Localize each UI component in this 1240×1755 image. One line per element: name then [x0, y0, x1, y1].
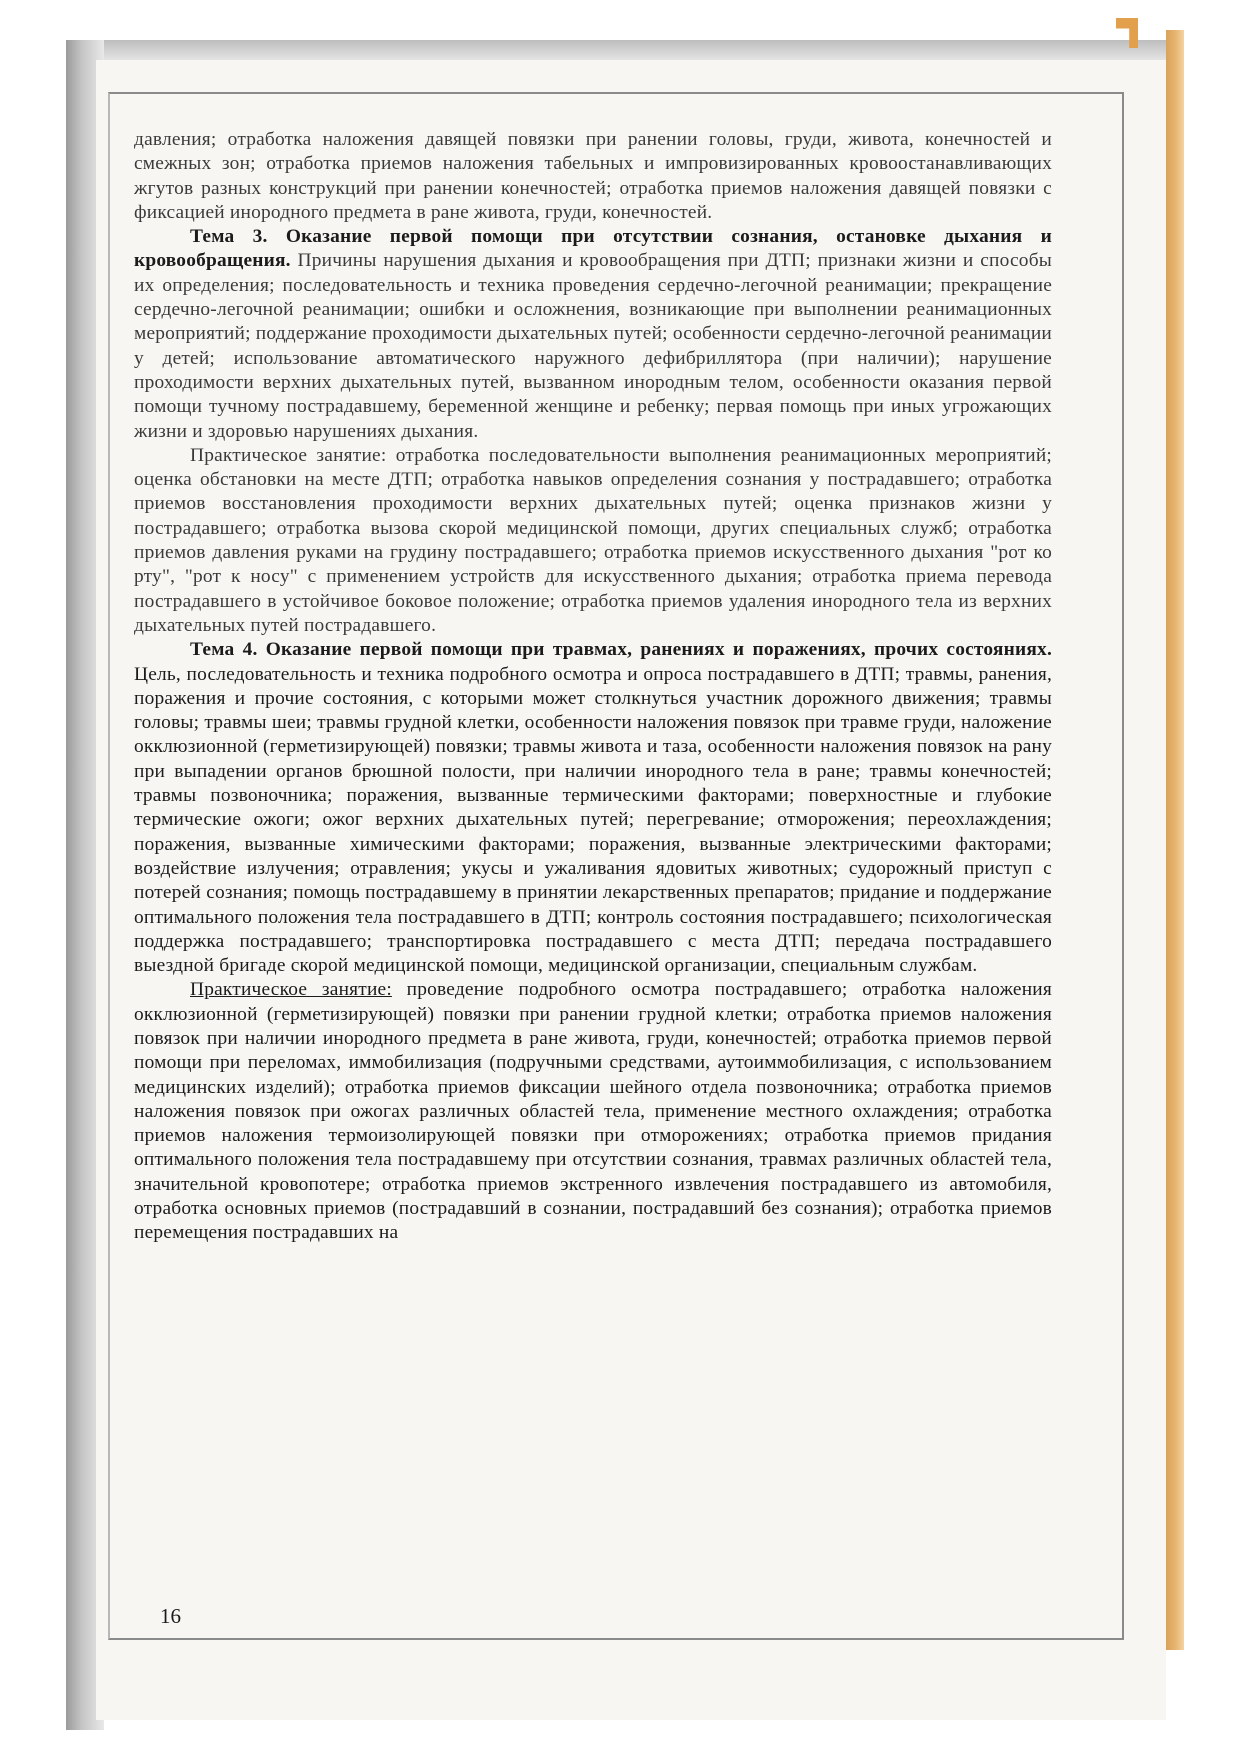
binder-orange-edge — [1166, 30, 1184, 1650]
paragraph-topic-4 — [134, 638, 1052, 978]
topic-heading: Тема 3. Оказание первой помощи при отсутствии сознания, остановке дыхания и кровообращения. — [134, 226, 1052, 272]
practice-heading: Практическое занятие: — [190, 979, 392, 1001]
practice-heading: Практическое занятие: — [190, 444, 387, 466]
paragraph-text: Причины нарушения дыхания и кровообращения при ДТП; признаки жизни и способы их определения; последовательность и техника проведения сердечно-легочной реанимации; прекращение сердечно-легочной реанимации; ошибки и осложнения, возникающие при выполнении реанимационных мероприятий; поддержание проходимости дыхательных путей; особенности сердечно-легочной реанимации у детей; использование автоматического наружного дефибриллятора (при наличии); нарушение проходимости верхних дыхательных путей, вызванном инородным телом, особенности оказания первой помощи тучному пострадавшему, беременной женщине и ребенку; первая помощь при иных угрожающих жизни и здоровью нарушениях дыхания. — [134, 250, 1052, 442]
paragraph-continuation — [134, 128, 1052, 225]
paragraph-practice-4 — [134, 978, 1052, 1245]
paragraph-practice-3 — [134, 444, 1052, 638]
page-number: 16 — [160, 1604, 181, 1628]
topic-heading: Тема 4. Оказание первой помощи при травмах, ранениях и поражениях, прочих состояниях. — [190, 639, 1052, 661]
paragraph-text: давления; отработка наложения давящей повязки при ранении головы, груди, живота, конечностей и смежных зон; отработка приемов наложения табельных и импровизированных кровоостанавливающих жгутов разных конструкций при ранении конечностей; отработка приемов наложения давящей повязки с фиксацией инородного предмета в ране живота, груди, конечностей. — [134, 129, 1052, 223]
paragraph-text: Цель, последовательность и техника подробного осмотра и опроса пострадавшего в ДТП; травмы, ранения, поражения и прочие состояния, с которыми может столкнуться участник дорожного движения; травмы головы; травмы шеи; травмы грудной клетки, особенности наложения повязок при травме груди, наложение окклюзионной (герметизирующей) повязки; травмы живота и таза, особенности наложения повязок на рану при выпадении органов брюшной полости, при наличии инородного тела в ране; травмы конечностей; травмы позвоночника; поражения, вызванные термическими факторами; поверхностные и глубокие термические ожоги; ожог верхних дыхательных путей; перегревание; отморожения; переохлаждения; поражения, вызванные химическими факторами; поражения, вызванные электрическими факторами; воздействие излучения; отравления; укусы и ужаливания ядовитых животных; судорожный приступ с потерей сознания; помощь пострадавшему в принятии лекарственных препаратов; придание и поддержание оптимального положения тела пострадавшего в ДТП; контроль состояния пострадавшего; психологическая поддержка пострадавшего; транспортировка пострадавшего с места ДТП; передача пострадавшего выездной бригаде скорой медицинской помощи, медицинской организации, специальным службам. — [134, 663, 1052, 977]
paragraph-topic-3 — [134, 225, 1052, 444]
page-text — [134, 128, 1052, 1246]
paragraph-text: отработка последовательности выполнения реанимационных мероприятий; оценка обстановки на месте ДТП; отработка навыков определения сознания у пострадавшего; отработка приемов восстановления проходимости верхних дыхательных путей; оценка признаков жизни у пострадавшего; отработка вызова скорой медицинской помощи, других специальных служб; отработка приемов давления руками на грудину пострадавшего; отработка приемов искусственного дыхания "рот ко рту", "рот к носу" с применением устройств для искусственного дыхания; отработка приема перевода пострадавшего в устойчивое боковое положение; отработка приемов удаления инородного тела из верхних дыхательных путей пострадавшего. — [134, 444, 1053, 636]
paragraph-text: проведение подробного осмотра пострадавшего; отработка наложения окклюзионной (герметизирующей) повязки при ранении грудной клетки; отработка приемов наложения повязок при наличии инородного предмета в ране живота, груди, конечностей; отработка приемов первой помощи при переломах, иммобилизация (подручными средствами, аутоиммобилизация, с использованием медицинских изделий); отработка приемов фиксации шейного отдела позвоночника; отработка приемов наложения повязок при ожогах различных областей тела, применение местного охлаждения; отработка приемов наложения термоизолирующей повязки при отморожениях; отработка приемов придания оптимального положения тела пострадавшему при отсутствии сознания, травмах различных областей тела, значительной кровопотере; отработка приемов экстренного извлечения пострадавшего из автомобиля, отработка основных приемов (пострадавший в сознании, пострадавший без сознания); отработка приемов перемещения пострадавших на — [134, 979, 1053, 1244]
